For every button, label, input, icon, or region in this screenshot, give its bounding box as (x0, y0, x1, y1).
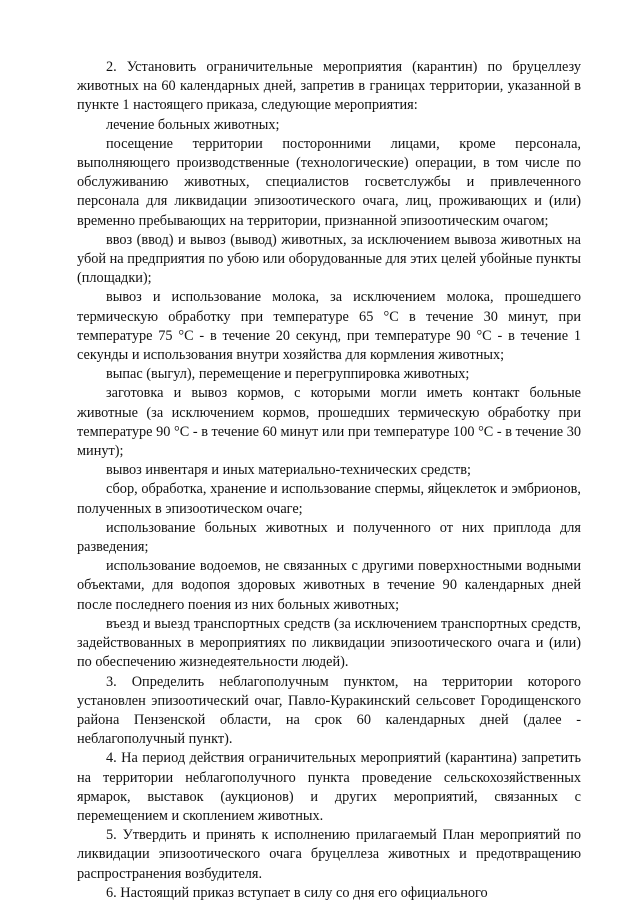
paragraph-equipment-ban: вывоз инвентаря и иных материально-технических средств; (106, 462, 471, 479)
paragraph-item-2: 2. Установить ограничительные мероприятия (карантин) по бруцеллезу животных на 60 календарных дней, запретив в границах территории, указанной в пункте 1 настоящего приказа, следующие мероприятия: (77, 59, 581, 114)
paragraph-milk-ban: вывоз и использование молока, за исключением молока, прошедшего термическую обработку при температуре 65 °С в течение 30 минут, при температуре 75 °С - в течение 20 секунд, при температуре 90 °С - в течение 1 секунды и использования внутри хозяйства для кормления животных; (77, 289, 581, 364)
document-page (77, 58, 581, 903)
paragraph-item-5: 5. Утвердить и принять к исполнению прилагаемый План мероприятий по ликвидации эпизоотического очага бруцеллеза животных и предотвращению распространения возбудителя. (77, 827, 581, 882)
paragraph-grazing-ban: выпас (выгул), перемещение и перегруппировка животных; (106, 366, 470, 383)
paragraph-item-6: 6. Настоящий приказ вступает в силу со дня его официального (106, 884, 488, 901)
paragraph-feed-ban: заготовка и вывоз кормов, с которыми могли иметь контакт больные животные (за исключением кормов, прошедших термическую обработку при температуре 90 °С - в течение 60 минут или при температуре 100 °С - в течение 30 минут); (77, 385, 581, 460)
paragraph-treatment-ban: лечение больных животных; (106, 116, 280, 133)
paragraph-breeding-ban: использование больных животных и полученного от них приплода для разведения; (77, 519, 581, 556)
paragraph-item-4: 4. На период действия ограничительных мероприятий (карантина) запретить на территории неблагополучного пункта проведение сельскохозяйственных ярмарок, выставок (аукционов) и других мероприятий, связанных с перемещением и скоплением животных. (77, 750, 581, 824)
paragraph-visit-ban: посещение территории посторонними лицами, кроме персонала, выполняющего производственные (технологические) операции, в том числе по обслуживанию животных, специалистов госветслужбы и привлеченного персонала для ликвидации эпизоотического очага, лиц, проживающих и (или) временно пребывающих на территории, признанной эпизоотическим очагом; (77, 135, 581, 229)
paragraph-import-export-ban: ввоз (ввод) и вывоз (вывод) животных, за исключением вывоза животных на убой на предприятия по убою или оборудованные для этих целей убойные пункты (площадки); (77, 231, 581, 287)
paragraph-vehicle-ban: въезд и выезд транспортных средств (за исключением транспортных средств, задействованных в мероприятиях по ликвидации эпизоотического очага и (или) по обеспечению жизнедеятельности людей). (77, 615, 581, 671)
paragraph-item-3: 3. Определить неблагополучным пунктом, на территории которого установлен эпизоотический очаг, Павло-Куракинский сельсовет Городищенского района Пензенской области, на срок 60 календарных дней (далее - неблагополучный пункт). (77, 673, 581, 748)
paragraph-water-ban: использование водоемов, не связанных с другими поверхностными водными объектами, для водопоя здоровых животных в течение 90 календарных дней после последнего поения из них больных животных; (77, 558, 581, 613)
paragraph-semen-ban: сбор, обработка, хранение и использование спермы, яйцеклеток и эмбрионов, полученных в эпизоотическом очаге; (77, 481, 581, 517)
